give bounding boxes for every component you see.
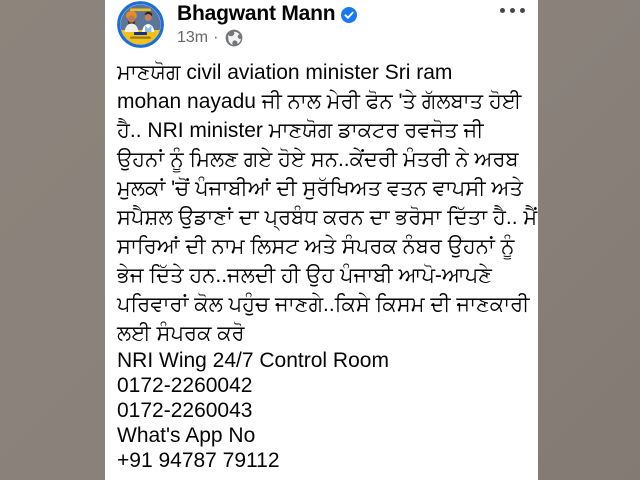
- post-header: [105, 0, 538, 52]
- public-globe-icon: [225, 29, 243, 47]
- meta-separator: ·: [213, 29, 219, 46]
- author-name[interactable]: Bhagwant Mann: [177, 2, 336, 25]
- profile-photo[interactable]: [117, 1, 164, 48]
- verified-badge-icon: [341, 7, 357, 23]
- post-text-line: ਭੇਜ ਦਿੱਤੇ ਹਨ..ਜਲਦੀ ਹੀ ਉਹ ਪੰਜਾਬੀ ਆਪੋ-ਆਪਣੇ: [117, 264, 492, 287]
- post-text-line: ਉਹਨਾਂ ਨੂੰ ਮਿਲਣ ਗਏ ਹੋਏ ਸਨ..ਕੇਂਦਰੀ ਮੰਤਰੀ ਨੇ ਅਰਬ: [117, 148, 519, 171]
- post-text-line: ਹੈ.. NRI minister ਮਾਣਯੋਗ ਡਾਕਟਰ ਰਵਜੋਤ ਜੀ: [117, 119, 484, 142]
- facebook-post-card: [105, 0, 538, 480]
- dot-icon: [520, 8, 525, 13]
- post-header-text: [177, 2, 357, 47]
- post-text-line: ਸਾਰਿਆਂ ਦੀ ਨਾਮ ਲਿਸਟ ਅਤੇ ਸੰਪਰਕ ਨੰਬਰ ਉਹਨਾਂ ਨੂੰ: [117, 235, 515, 258]
- post-text-line: ਸਪੈਸ਼ਲ ਉਡਾਣਾਂ ਦਾ ਪ੍ਰਬੰਧ ਕਰਨ ਦਾ ਭਰੋਸਾ ਦਿੱਤਾ ਹੈ.. ਮੈਂ: [117, 206, 538, 229]
- post-body: [105, 52, 538, 473]
- whatsapp-label: What's App No: [117, 424, 256, 447]
- dot-icon: [500, 8, 505, 13]
- phone-number: 0172-2260043: [117, 399, 253, 422]
- post-options-button[interactable]: [491, 2, 525, 24]
- post-text-line: ਪਰਿਵਾਰਾਂ ਕੋਲ ਪਹੁੰਚ ਜਾਣਗੇ..ਕਿਸੇ ਕਿਸਮ ਦੀ ਜਾਣਕਾਰੀ: [117, 293, 530, 316]
- control-room-title: NRI Wing 24/7 Control Room: [117, 349, 389, 372]
- timestamp[interactable]: 13m: [177, 29, 209, 46]
- post-text-line: ਮੁਲਕਾਂ 'ਚੋਂ ਪੰਜਾਬੀਆਂ ਦੀ ਸੁਰੱਖਿਅਤ ਵਤਨ ਵਾਪਸੀ ਅਤੇ: [117, 177, 523, 200]
- post-meta: [177, 29, 357, 47]
- post-text-line: mohan nayadu ਜੀ ਨਾਲ ਮੇਰੀ ਫੋਨ 'ਤੇ ਗੱਲਬਾਤ ਹੋਈ: [117, 90, 522, 113]
- post-text-line: ਲਈ ਸੰਪਰਕ ਕਰੋ: [117, 322, 245, 345]
- phone-number: 0172-2260042: [117, 374, 253, 397]
- whatsapp-number: +91 94787 79112: [117, 449, 280, 472]
- dot-icon: [510, 8, 515, 13]
- post-text-line: ਮਾਣਯੋਗ civil aviation minister Sri ram: [117, 61, 453, 84]
